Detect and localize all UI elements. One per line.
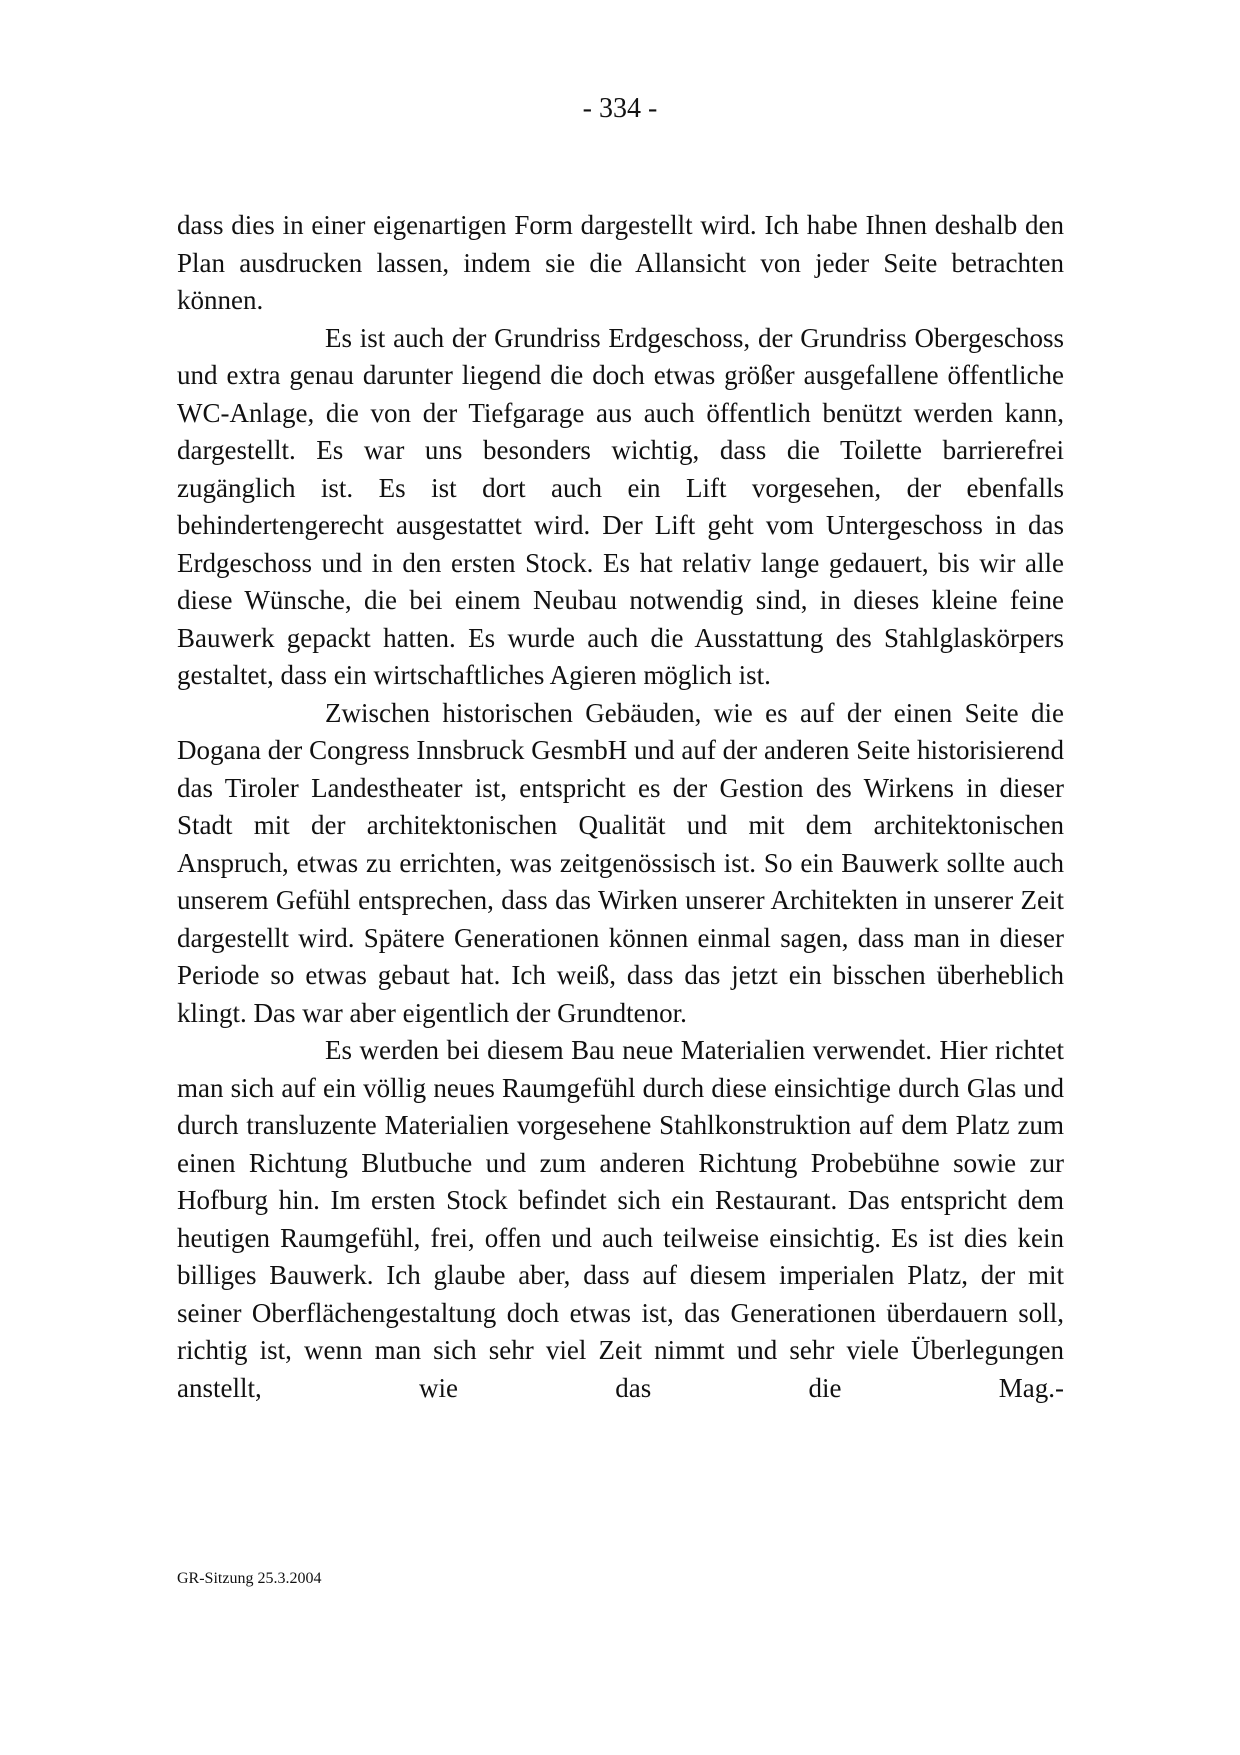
paragraph-3: Zwischen historischen Gebäuden, wie es auf der einen Seite die Dogana der Congress Innsbruck GesmbH und auf der anderen Seite historisierend das Tiroler Landestheater ist, entspricht es der Gestion des Wirkens in dieser Stadt mit der architektonischen Qualität und mit dem architektonischen Anspruch, etwas zu errichten, was zeitgenössisch ist. So ein Bauwerk sollte auch unserem Gefühl entsprechen, dass das Wirken unserer Architekten in unserer Zeit dargestellt wird. Spätere Generationen können einmal sagen, dass man in dieser Periode so etwas gebaut hat. Ich weiß, dass das jetzt ein bisschen überheblich klingt. Das war aber eigentlich der Grundtenor. [177,697,1064,1028]
page-number: - 334 - [582,93,658,124]
paragraph-4: Es werden bei diesem Bau neue Materialien verwendet. Hier richtet man sich auf ein völlig neues Raumgefühl durch diese einsichtige durch Glas und durch transluzente Materialien vorgesehene Stahlkonstruktion auf dem Platz zum einen Richtung Blutbuche und zum anderen Richtung Probebühne sowie zur Hofburg hin. Im ersten Stock befindet sich ein Restaurant. Das entspricht dem heutigen Raumgefühl, frei, offen und auch teilweise einsichtig. Es ist dies kein billiges Bauwerk. Ich glaube aber, dass auf diesem imperialen Platz, der mit seiner Oberflächengestaltung doch etwas ist, das Generationen überdauern soll, richtig ist, wenn man sich sehr viel Zeit nimmt und sehr viele Überlegungen anstellt, wie das die Mag.- [177,1035,1064,1403]
paragraph-2: Es ist auch der Grundriss Erdgeschoss, der Grundriss Obergeschoss und extra genau darunter liegend die doch etwas größer ausgefallene öffentliche WC-Anlage, die von der Tiefgarage aus auch öffentlich benützt werden kann, dargestellt. Es war uns besonders wichtig, dass die Toilette barrierefrei zugänglich ist. Es ist dort auch ein Lift vorgesehen, der ebenfalls behindertengerecht ausgestattet wird. Der Lift geht vom Untergeschoss in das Erdgeschoss und in den ersten Stock. Es hat relativ lange gedauert, bis wir alle diese Wünsche, die bei einem Neubau notwendig sind, in dieses kleine feine Bauwerk gepackt hatten. Es wurde auch die Ausstattung des Stahlglaskörpers gestaltet, dass ein wirtschaftliches Agieren möglich ist. [177,322,1064,690]
body-text [177,207,1064,1407]
footer-session-date: GR-Sitzung 25.3.2004 [177,1570,322,1587]
paragraph-1: dass dies in einer eigenartigen Form dargestellt wird. Ich habe Ihnen deshalb den Plan ausdrucken lassen, indem sie die Allansicht von jeder Seite betrachten können. [177,210,1064,315]
